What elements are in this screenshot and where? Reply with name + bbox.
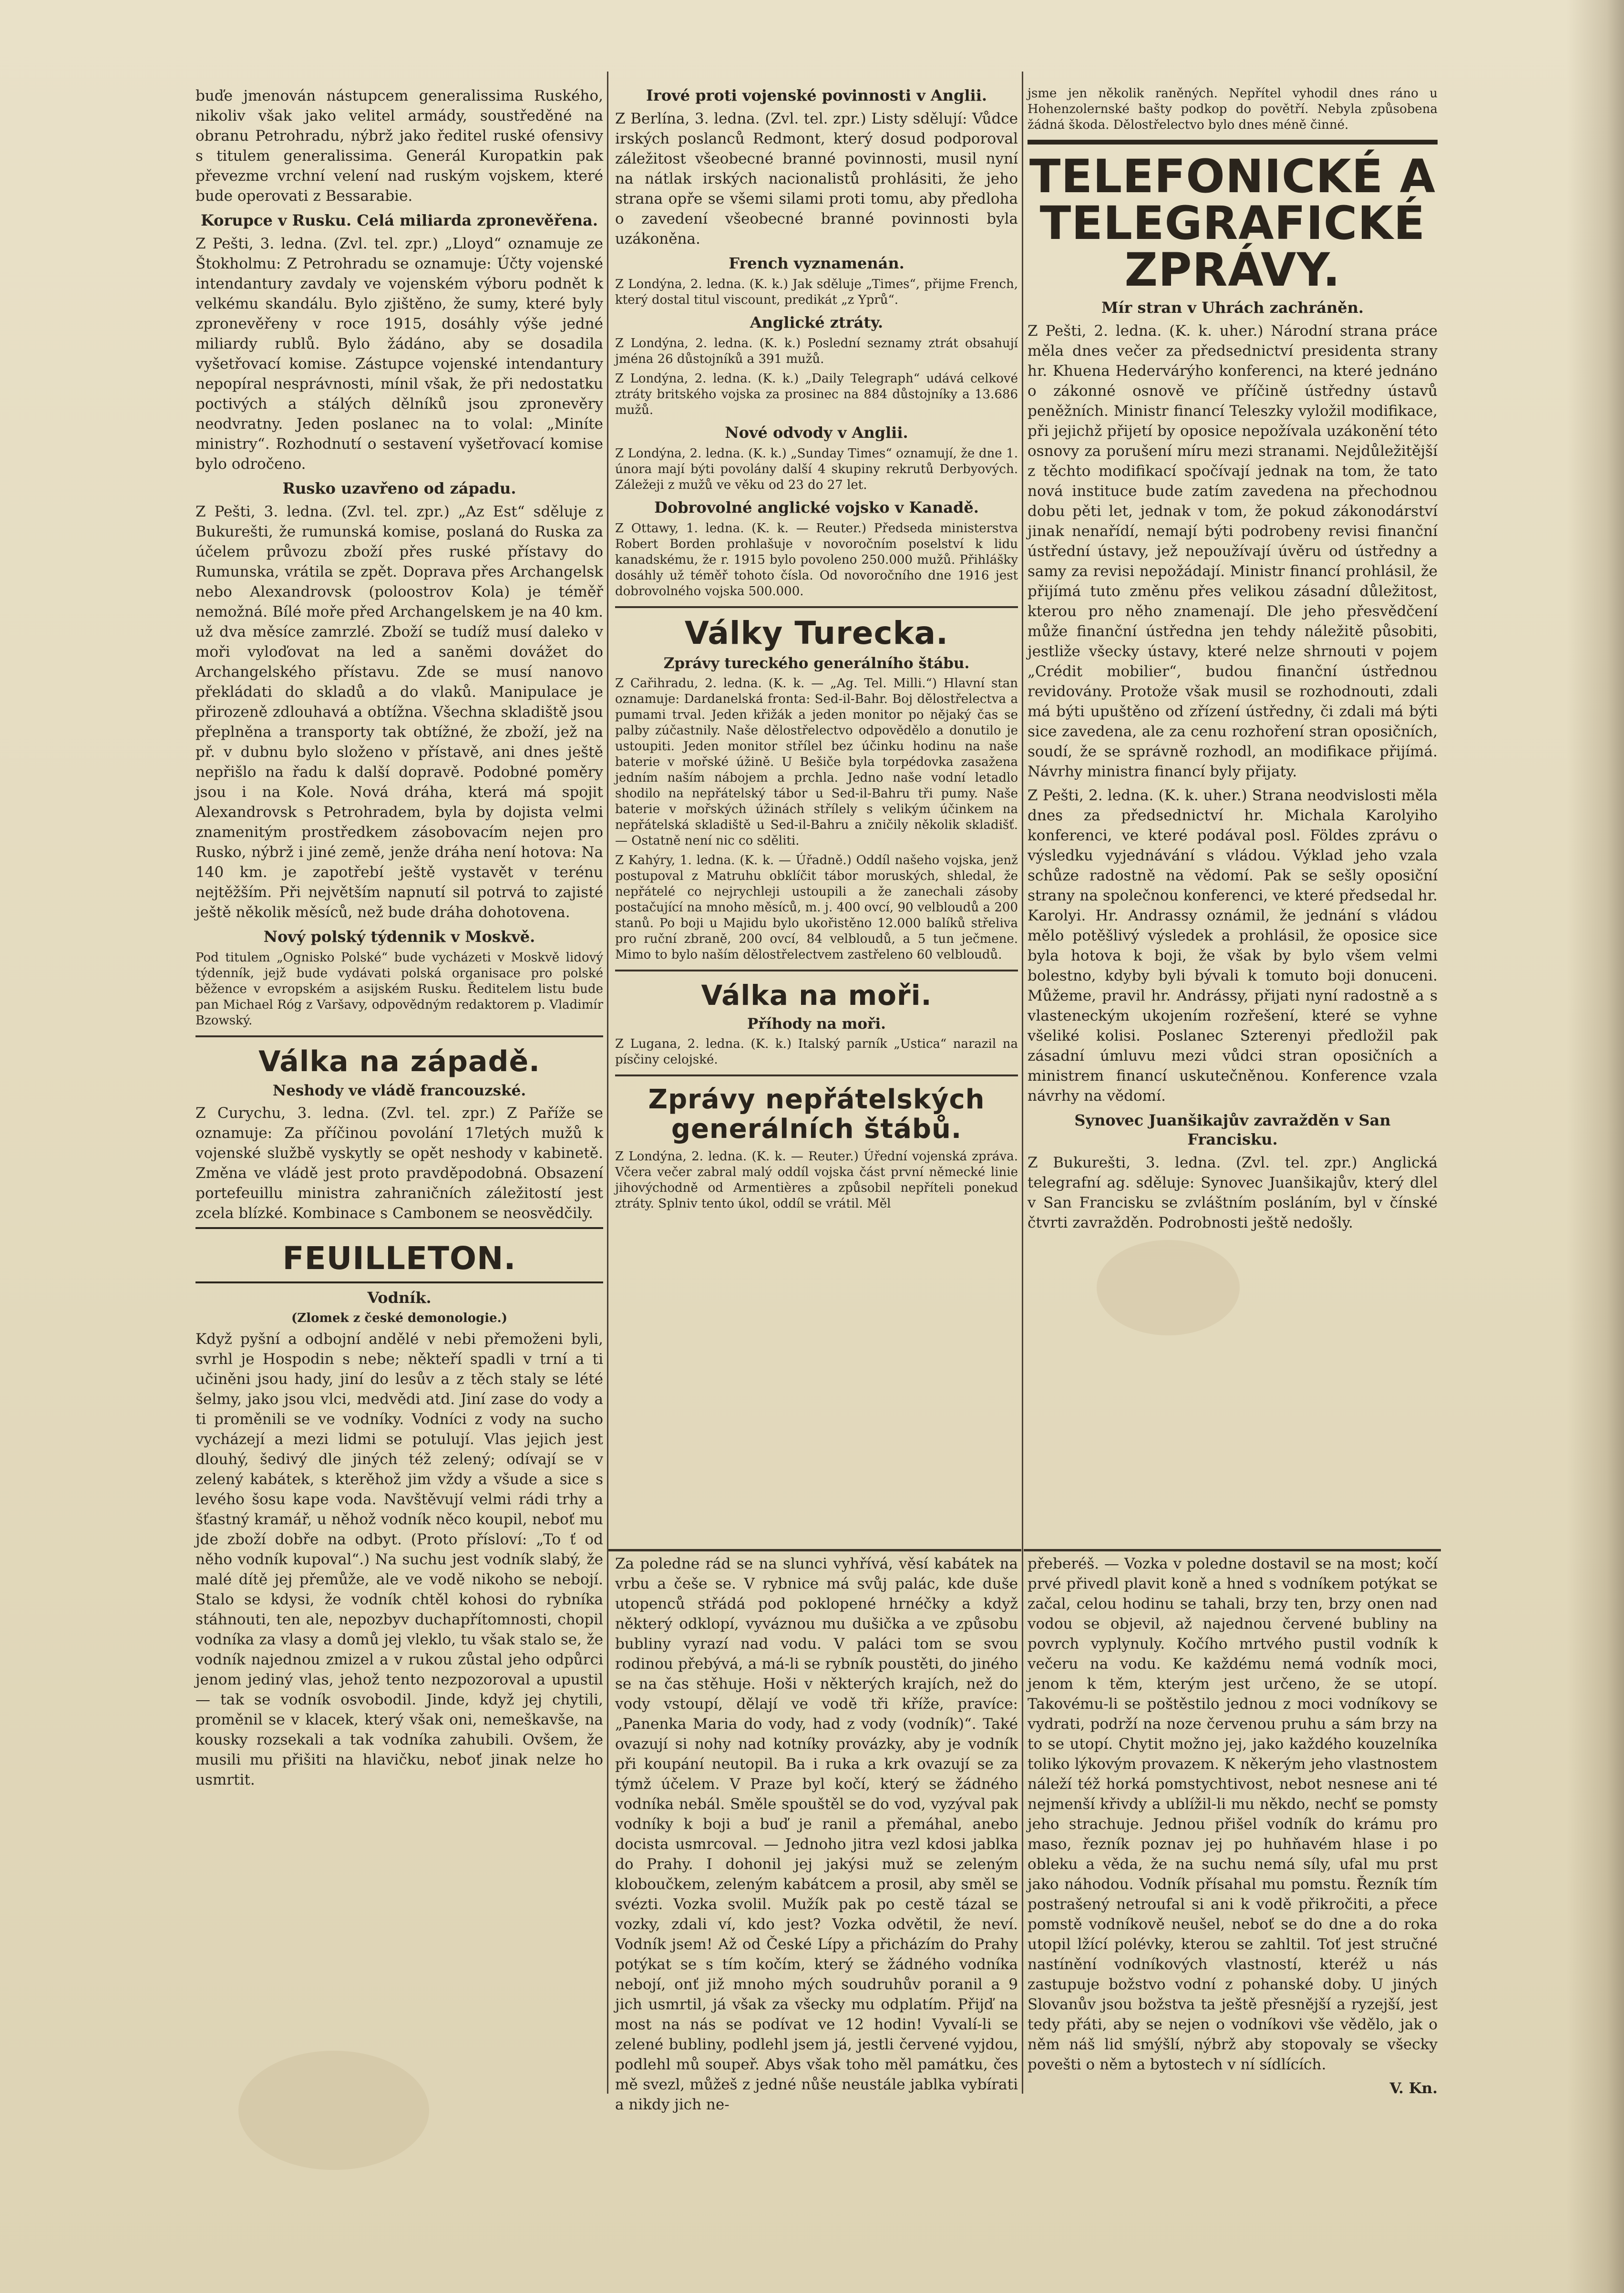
divider-rule	[195, 1035, 603, 1037]
feuilleton-text: Když pyšní a odbojní andělé v nebi přemoženi byli, svrhl je Hospodin s nebe; někteří spadli v trní a ti učiněni jsou hady, jiní do lesův a z těch staly se lété šelmy, jako jsou vlci, medvědi atd. Jiní zase do vody a ti proměnili se ve vodníky. Vodníci z vody na sucho vycházejí a mezi lidmi se potulují. Vlas jejich jest dlouhý, šedivý dle jiných též zelený; odívají se v zelený kabátek, s kterěhož jim vždy a všude a sice s levého šosu kape voda. Navštěvují velmi rádi trhy a šťastný kramář, u něhož vodník něco koupil, neboť mu jde zboží dobře na odbyt. (Proto přísloví: „To ť od něho vodník kupoval“.) Na suchu jest vodník slabý, že malé dítě jej přemůže, ale ve vodě nikoho se nebojí. Stalo se kdysi, že vodník chtěl kohosi do rybníka stáhnouti, ten ale, nepozbyv duchapřítomnosti, chopil vodníka za vlasy a domů jej vleklo, tu však stalo se, že vodník najednou zmizel a v rukou zůstal jeho odpůrci jenom jediný vlas, jehož tento nezpozoroval a upustil — tak se vodník osvobodil. Jinde, když jej chytili, proměnil se v klacek, který však oni, nemeškavše, na kousky rozsekali a tak vodníka zahubili. Ovšem, že musili mu přišiti na hlavičku, neboť jinak nelze ho usmrtit.	[195, 1331, 603, 1788]
headline-synovec: Synovec Juanšikajův zavražděn v San Francisku.	[1074, 1111, 1391, 1148]
article-body: Z Londýna, 2. ledna. (K. k.) „Daily Telegraph“ udává celkové ztráty britského vojska za prosinec na 884 důstojníky a 13.686 mužů.	[615, 372, 1018, 417]
headline-french: French vyznamenán.	[729, 254, 905, 272]
feuilleton-column-3	[1028, 1554, 1438, 2102]
article-body: Z Berlína, 3. ledna. (Zvl. tel. zpr.) Listy sdělují: Vůdce irských poslanců Redmont, který dosud podporoval záležitost všeobecné branné povinnosti, musil nyní na nátlak irských nacionalistů prohlásiti, že jeho strana opře se všemi silami proti tomu, aby předloha o zavedení všeobecné branné povinnosti byla uzákoněna.	[615, 110, 1018, 248]
divider-rule	[615, 606, 1018, 608]
headline-polsky: Nový polský týdennik v Moskvě.	[263, 928, 535, 946]
divider-rule	[1028, 140, 1438, 145]
column-3	[1028, 86, 1438, 2103]
feuilleton-signature: V. Kn.	[1389, 2080, 1438, 2097]
article-body: Pod titulem „Ognisko Polské“ bude vycházeti v Moskvě lidový týdenník, jejž bude vydávati polská organisace pro polské běžence v evropském a asijském Rusku. Ředitelem listu bude pan Michael Róg z Varšavy, odpovědným redaktorem p. Vladimír Bzowský.	[195, 950, 603, 1028]
headline-odvody: Nové odvody v Anglii.	[725, 423, 908, 442]
article-body: Z Londýna, 2. ledna. (K. k.) „Sunday Times“ oznamují, že dne 1. února mají býti povolány další 4 skupiny rekrutů Derbyových. Záležeji z mužů ve věku od 23 do 27 let.	[615, 446, 1018, 492]
section-title-mori: Válka na moři.	[701, 979, 932, 1012]
article-body: Z Londýna, 2. ledna. (K. k.) Jak sděluje „Times“, přijme French, který dostal titul viscount, predikát „z Yprů“.	[615, 277, 1018, 307]
article-body: Z Pešti, 2. ledna. (K. k. uher.) Strana neodvislosti měla dnes za předsednictví hr. Michala Karolyiho konferenci, ve které podával posl. Földes zprávu o výsledku vyjednávání s vládou. Výklad jeho vzala schůze radostně na vědomí. Pak se sešly oposiční strany na společnou konferenci, ve které předsedal hr. Karolyi. Hr. Andrassy oznámil, že jednání s vládou mělo potěšlivý výsledek a prohlásil, že oposice sice byla hotova k boji, že však by bylo všem velmi bolestno, kdyby byli bývali k tomuto boji donuceni. Můžeme, pravil hr. Andrássy, přijati nyní radostně a s vlasteneckým ukojením rozřešení, které se vyhne všeliké kolisi. Poslanec Szterenyi předložil pak zásadní úmluvu mezi vůdci stran oposičních a ministrem financí uskutečněnou. Konference vzala návrhy na vědomí.	[1028, 787, 1438, 1105]
feuilleton-story-title: Vodník.	[367, 1289, 432, 1307]
feuilleton-text: přeberéš. — Vozka v poledne dostavil se na most; kočí prvé přivedl plavit koně a hned s vodníkem potýkat se začal, celou hodinu se tahali, brzy ten, brzy onen nad vodou se objevil, až najednou červené bubliny na povrch vyplynuly. Kočího mrtvého pustil vodník k večeru na vodu. Ke každému nemá vodník moci, jenom k těm, kterým jest určeno, že se utopí. Takovému-li se poštěstilo jednou z moci vodníkovy se vydrati, podrží na noze červenou pruhu a sám brzy na to se utopí. Chytit možno jej, jako každého kouzelníka toliko lýkovým provazem. K někerým jeho vlastnostem náleží též horká pomstychtivost, nebot nesnese ani té nejmenší křivdy a ublížil-li mu někdo, nechť se pomsty jeho strachuje. Jednou přišel vodník do krámu pro maso, řezník poznav jej po huhňavém hlase i po obleku a věda, že na suchu nemá síly, ufal mu prst jako náhodou. Vodník přísahal mu pomstu. Řezník tím postrašený netroufal si ani k vodě přikročiti, a přece pomstě vodníkově neušel, neboť se do dne a do roka utopil lžící polévky, kterou se zahltil. Toť jest stručné nastínění vodníkových vlastností, kteréž u nás zastupuje božstvo vodní z pohanské doby. U jiných Slovanův jsou božstva ta ještě přesnější a ryzejší, jest tedy přáti, aby se nejen o vodníkovi vše vědělo, jak o něm náš lid smýšlí, nýbrž aby stopovaly se všecky povešti o něm a bytostech v ní sídlících.	[1028, 1555, 1438, 2073]
section-title-turecka: Války Turecka.	[684, 615, 949, 651]
article-body: Z Curychu, 3. ledna. (Zvl. tel. zpr.) Z Paříže se oznamuje: Za příčinou povolání 17letých mužů k vojenské službě vyskytly se opět neshody v kabinetě. Změna ve vládě jest proto pravděpodobná. Obsazení portefeuillu ministra zahraničních záležitostí jest zcela blízké. Kombinace s Cambonem se neosvědčily.	[195, 1105, 603, 1222]
feuilleton-text: Za poledne rád se na slunci vyhřívá, věsí kabátek na vrbu a češe se. V rybnice má svůj palác, kde duše utopenců střádá pod poklopené hrnéčky a když některý odklopí, vyváznou mu dušička a ve způsobu bubliny vyrazí nad vodu. V paláci tom se svou rodinou přebývá, a má-li se rybník poustěti, do jiného se na čas stěhuje. Hoši v některých krajích, než do vody vstoupí, dělají ve vodě tři kříže, pravíce: „Panenka Maria do vody, had z vody (vodník)“. Také ovazují si nohy nad kotníky provázky, aby je vodník při koupání neutopil. Ba i ruka a krk ovazují se za týmž účelem. V Praze byl kočí, který se žádného vodníka nebál. Směle spouštěl se do vod, vyzýval pak vodníky k boji a buď je ranil a přemáhal, anebo docista usmrcoval. — Jednoho jitra vezl kdosi jablka do Prahy. I dohonil jej jakýsi muž se zeleným kloboučkem, zeleným kabátcem a prosil, aby směl se svézti. Vozka svolil. Mužík pak po cestě tázal se vozky, zdali ví, kdo jest? Vozka odvětil, že neví. Vodník jsem! Až od České Lípy a přicházím do Prahy potýkat se s tím kočím, který se žádného vodníka nebojí, onť již mnoho mých soudruhův poranil a 9 jich usmrtil, já však za všecky mu odplatím. Přijď na most na nás se podívat ve 12 hodin! Vyvalí-li se zelené bubliny, podlehl jsem já, jestli červené vyjdou, podlehl mů soupeř. Abys však toho měl památku, čes mě svezl, můžeš z jedné nůše neustále jablka vybírati a nikdy jich ne-	[615, 1555, 1018, 2113]
section-title-zapad: Válka na západě.	[258, 1045, 540, 1078]
section-title-staby: Zprávy nepřátelských generálních štábů.	[648, 1084, 985, 1145]
headline-prihody: Příhody na moři.	[747, 1015, 886, 1033]
article-body: Z Cařihradu, 2. ledna. (K. k. — „Ag. Tel. Milli.“) Hlavní stan oznamuje: Dardanelská fronta: Sed-il-Bahr. Boj dělostřelectva a pumami trval. Jeden křižák a jeden monitor po nějaký čas se palby zúčastnily. Naše dělostřelectvo odpovědělo a donutilo je ustoupiti. Jeden monitor střílel bez účinku hodinu na naše baterie v mořské úžině. U Bešiče byla torpédovka zasažena jedním naším nábojem a prchla. Jedno naše vodní letadlo shodilo na nepřátelský tábor u Sed-il-Bahru tři pumy. Naše baterie v mořských úžinách střílely s velikým účinkem na nepřátelská skladiště u Sed-il-Bahru a zničily několik skladišť. — Ostatně není nic co sděliti.	[615, 676, 1018, 848]
divider-rule	[615, 970, 1018, 971]
article-body: Z Pešti, 3. ledna. (Zvl. tel. zpr.) „Lloyd“ oznamuje ze Štokholmu: Z Petrohradu se oznamuje: Účty vojenské intendantury zavdaly ve vojenském výboru podnět k velkému skandálu. Bylo zjištěno, že sumy, které byly zpronevěřeny v roce 1915, dosáhly výše jedné miliardy rublů. Bylo žádáno, aby se dosadila vyšetřovací komise. Zástupce vojenské intendantury nepopíral nesprávnosti, mínil však, že při nedostatku poctivých a stálých dělníků jsou zpronevěry neodvratny. Jeden poslanec na to volal: „Miníte ministry“. Rozhodnutí o sestavení vyšetřovací komise bylo odročeno.	[195, 235, 603, 473]
headline-korupce: Korupce v Rusku. Celá miliarda zpronevěřena.	[201, 211, 598, 229]
section-title-telefonicke: TELEFONICKÉ A TELEGRAFICKÉ ZPRÁVY.	[1029, 150, 1436, 297]
article-body: Z Lugana, 2. ledna. (K. k.) Italský parník „Ustica“ narazil na písčiny celojské.	[615, 1037, 1018, 1067]
headline-ztraty: Anglické ztráty.	[750, 313, 884, 331]
feuilleton-title: FEUILLETON.	[282, 1240, 516, 1277]
headline-rusko: Rusko uzavřeno od západu.	[282, 479, 516, 497]
article-body: Z Londýna, 2. ledna. (K. k. — Reuter.) Úřední vojenská zpráva. Včera večer zabral malý oddíl vojska část první německé linie jihovýchodně od Armentières a způsobil nepříteli ponekud ztráty. Splniv tento úkol, oddíl se vrátil. Měl	[615, 1149, 1018, 1211]
article-body: Z Ottawy, 1. ledna. (K. k. — Reuter.) Předseda ministerstva Robert Borden prohlašuje v novoročním poselství k lidu kanadskému, že r. 1915 bylo povoleno 250.000 mužů. Přihlášky dosáhly už téměř tohoto čísla. Od novoročního dne 1916 jest dobrovolného vojska 500.000.	[615, 521, 1018, 599]
article-body: Z Pešti, 2. ledna. (K. k. uher.) Národní strana práce měla dnes večer za předsednictví presidenta strany hr. Khuena Hedervárýho konferenci, na které jednáno o zákonné osnově ve příčině ústředny ústavů peněžních. Ministr financí Teleszky vyložil modifikace, při jejichž přijetí by oposice nepožívala uzákonění této osnovy za porušení míru mezi stranami. Nejdůležitější z těchto modifikací spočívají jednak na tom, že tato nová instituce bude zatím zavedena na přechodnou dobu pěti let, jednak v tom, že pokud zákonodárství jinak nenařídí, nemají býti podrobeny revisi finanční ústřední ústavy, jež nepoužívají úvěru od ústředny a samy za revisi nepožádají. Ministr financí prohlásil, že přijímá tuto změnu přes velikou zásadní důležitost, kterou pro něho znamenají. Dle jeho přesvědčení může finanční ústředna jen tehdy náležitě působiti, jestliže všecky ústavy, které nelze shrnouti v pojem „Crédit mobilier“, budou finanční ústřednou revidovány. Protože však musil se rozhodnouti, zdali má býti upuštěno od zřízení ústředny, či zdali má býti sice zavedena, ale za cenu rozhoření stran oposičních, soudí, že se správně rozhodl, an modifikace přijímá. Návrhy ministra financí byly přijaty.	[1028, 322, 1438, 780]
headline-turecky-stab: Zprávy tureckého generálního štábu.	[663, 655, 970, 672]
column-divider	[1022, 72, 1023, 2094]
divider-rule	[615, 1074, 1018, 1076]
article-body: Z Kahýry, 1. ledna. (K. k. — Úřadně.) Oddíl našeho vojska, jenž postupoval z Matruhu obklíčit tábor moruských, shledal, že nepřátelé co nejrychleji ustoupili a že zanechali zásoby postačující na mnoho měsíců, m. j. 400 ovcí, 90 velbloudů a 200 stanů. Po boji u Majidu bylo ukořistěno 12.000 balíků střeliva pro ruční zbraně, 200 ovcí, 84 velbloudů, a 5 tun ječmene. Mimo to bylo naším dělostřelectvem zastřeleno 60 velbloudů.	[615, 853, 1018, 962]
column-2	[615, 86, 1018, 2113]
article-continuation: buďe jmenován nástupcem generalissima Ruského, nikoliv však jako velitel armády, soustředěné na obranu Petrohradu, nýbrž jako ředitel ruské ofensivy s titulem generalissima. Generál Kuropatkin pak převezme vrchní velení nad ruským vojskem, které bude operovati z Bessarabie.	[195, 87, 603, 205]
feuilleton-column-2	[615, 1554, 1018, 2118]
column-1	[195, 86, 603, 2103]
headline-kanada: Dobrovolné anglické vojsko v Kanadě.	[654, 498, 979, 516]
feuilleton-subtitle: (Zlomek z české demonologie.)	[291, 1311, 508, 1325]
feuilleton-header	[195, 1227, 603, 1283]
headline-irove: Irové proti vojenské povinnosti v Anglii.	[646, 86, 987, 104]
article-continuation: jsme jen několik raněných. Nepřítel vyhodil dnes ráno u Hohenzolernské bašty podkop do povětří. Nebyla způsobena žádná škoda. Dělostřelectvo bylo dnes méně činné.	[1028, 86, 1438, 132]
article-body: Z Bukurešti, 3. ledna. (Zvl. tel. zpr.) Anglická telegrafní ag. sděluje: Synovec Juanšikajův, který dlel v San Francisku se zvláštním posláním, byl v čínské čtvrti zavražděn. Podrobnosti ještě nedošly.	[1028, 1154, 1438, 1231]
column-divider	[607, 72, 608, 2094]
headline-neshody: Neshody ve vládě francouzské.	[272, 1082, 526, 1099]
article-body: Z Pešti, 3. ledna. (Zvl. tel. zpr.) „Az Est“ sděluje z Bukurešti, že rumunská komise, poslaná do Ruska za účelem průvozu zboží přes ruské přístavy do Rumunska, vrátila se zpět. Doprava přes Archangelsk nebo Alexandrovsk (poloostrov Kola) je téměř nemožná. Bílé moře před Archangelskem je na 40 km. už dva měsíce zamrzlé. Zboží se tudíž musí daleko v moři vyloďovat na led a saněmi dovážet do Archangelského přístavu. Zde se musí nanovo překládati do skladů a do vlaků. Manipulace je přirozeně zdlouhavá a obtížna. Všechna skladiště jsou přeplněna a transporty tak obtížné, že zboží, jež na př. v dubnu bylo složeno v přístavě, ani dnes ještě nepřišlo na řadu k další dopravě. Podobné poměry jsou i na Kole. Nová dráha, která má spojit Alexandrovsk s Petrohradem, byla by dojista velmi znamenitým prostředkem zásobovacím nejen pro Rusko, nýbrž i jiné země, jenže dráha není hotova: Na 140 km. je zapotřebí ještě vystavět v terénu nejtěžším. Při největším napnutí sil potrvá to zajisté ještě několik měsíců, než bude dráha dohotovena.	[195, 503, 603, 921]
article-body: Z Londýna, 2. ledna. (K. k.) Poslední seznamy ztrát obsahují jména 26 důstojníků a 391 mužů.	[615, 336, 1018, 366]
headline-mir: Mír stran v Uhrách zachráněn.	[1101, 299, 1364, 317]
page-edge-shadow	[1567, 0, 1624, 2293]
